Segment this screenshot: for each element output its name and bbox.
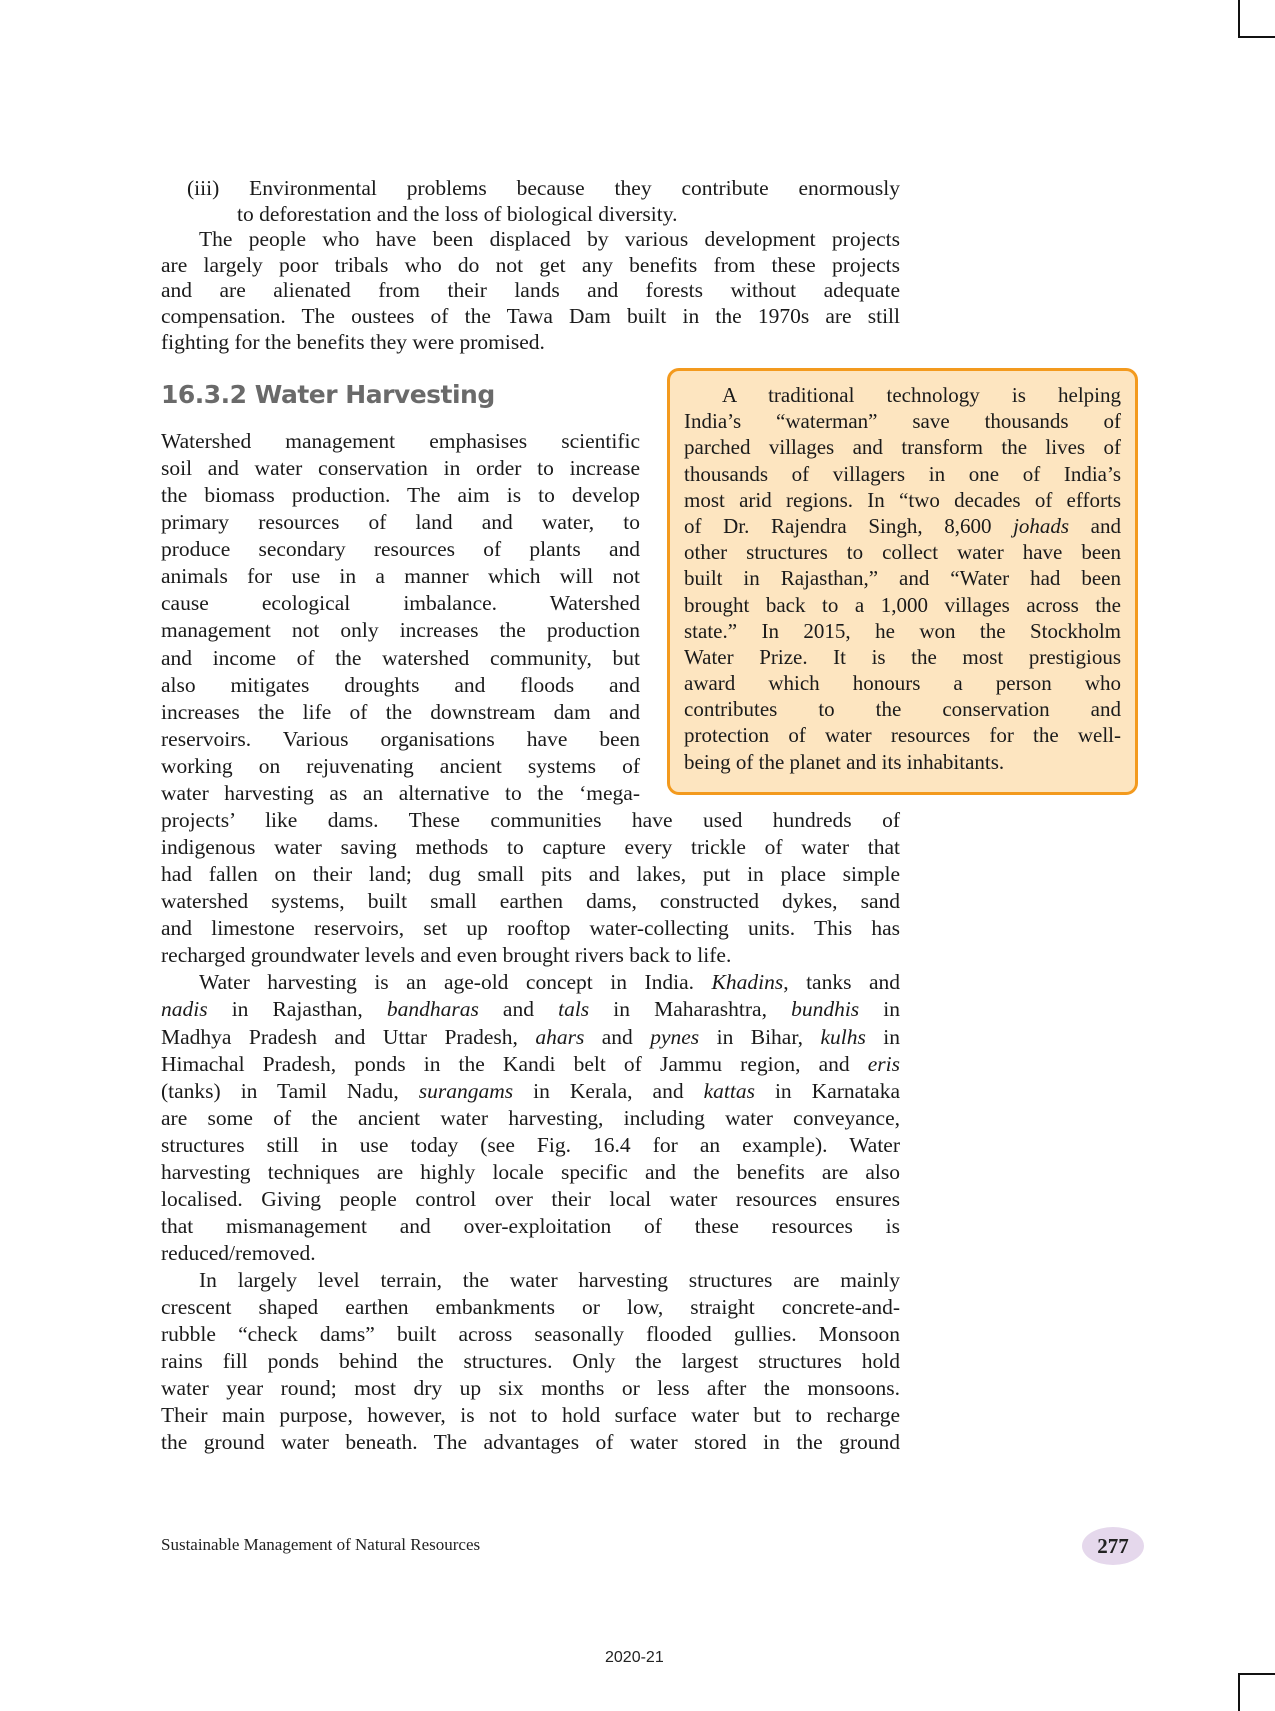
body-text-full-width xyxy=(161,807,900,1457)
text-segment: and income of the watershed community, but xyxy=(161,645,640,670)
text-segment: parched villages and transform the lives of xyxy=(684,435,1121,460)
text-segment: A traditional technology is helping xyxy=(722,383,1121,407)
text-line xyxy=(161,202,900,228)
text-line xyxy=(161,1132,900,1159)
text-line xyxy=(161,1105,900,1132)
text-segment: and xyxy=(478,997,559,1022)
text-segment: localised. Giving people control over their local water resources ensures xyxy=(161,1186,900,1211)
text-line xyxy=(161,176,900,202)
text-line xyxy=(161,888,900,915)
text-line xyxy=(684,618,1121,644)
text-segment: award which honours a person who xyxy=(684,671,1121,696)
italic-term: eris xyxy=(867,1051,900,1076)
text-line xyxy=(161,942,900,969)
text-line xyxy=(161,536,640,563)
text-segment: had fallen on their land; dug small pits and lakes, put in place simple xyxy=(161,862,900,887)
text-segment: In largely level terrain, the water harvesting structures are mainly xyxy=(199,1268,900,1293)
running-footer-title: Sustainable Management of Natural Resources xyxy=(161,1535,481,1554)
text-segment: rubble “check dams” built across seasonally flooded gullies. Monsoon xyxy=(161,1322,900,1347)
text-segment: rains fill ponds behind the structures. Only the largest structures hold xyxy=(161,1349,900,1374)
text-segment: Water Prize. It is the most prestigious xyxy=(684,644,1121,669)
text-segment: and limestone reservoirs, set up rooftop water-collecting units. This has xyxy=(161,916,900,941)
text-line xyxy=(161,1375,900,1402)
intro-text xyxy=(161,176,900,355)
text-segment: built in Rajasthan,” and “Water had been xyxy=(684,566,1121,591)
text-segment: , tanks and xyxy=(783,970,900,995)
text-segment: reduced/removed. xyxy=(161,1241,316,1265)
text-segment: management not only increases the production xyxy=(161,618,640,643)
text-line xyxy=(684,487,1121,513)
text-segment: in xyxy=(859,997,900,1022)
text-line xyxy=(161,1348,900,1375)
text-segment: in Bihar, xyxy=(699,1024,821,1049)
text-segment: that mismanagement and over-exploitation of these resources is xyxy=(161,1213,900,1238)
text-segment: recharged groundwater levels and even brought rivers back to life. xyxy=(161,943,732,968)
text-line xyxy=(161,253,900,279)
text-segment: to deforestation and the loss of biological diversity. xyxy=(237,201,678,226)
text-segment: also mitigates droughts and floods and xyxy=(161,672,640,697)
text-segment: state.” In 2015, he won the Stockholm xyxy=(684,618,1121,643)
text-line xyxy=(161,1429,900,1456)
text-segment: harvesting techniques are highly locale specific and the benefits are also xyxy=(161,1159,900,1184)
text-line xyxy=(161,780,640,807)
text-segment: soil and water conservation in order to increase xyxy=(161,456,640,481)
text-line xyxy=(684,382,1121,408)
text-line xyxy=(161,304,900,330)
text-segment: animals for use in a manner which will not xyxy=(161,564,640,589)
text-segment: in Rajasthan, xyxy=(207,997,387,1022)
page-number-badge xyxy=(1082,1527,1144,1565)
text-line xyxy=(161,699,640,726)
text-segment: projects’ like dams. These communities have used hundreds of xyxy=(161,808,900,832)
text-segment: brought back to a 1,000 villages across the xyxy=(684,592,1121,617)
text-segment: Madhya Pradesh and Uttar Pradesh, xyxy=(161,1024,536,1049)
text-segment: and xyxy=(584,1024,651,1049)
text-segment: primary resources of land and water, to xyxy=(161,510,640,535)
text-segment: and xyxy=(1069,513,1121,538)
text-line xyxy=(684,434,1121,460)
text-line xyxy=(684,565,1121,591)
text-segment: in Karnataka xyxy=(754,1078,900,1103)
text-segment: cause ecological imbalance. Watershed xyxy=(161,591,640,616)
text-line xyxy=(161,834,900,861)
crop-mark-bottom xyxy=(1238,1673,1275,1711)
page-number: 277 xyxy=(1097,1533,1129,1558)
text-segment: of Dr. Rajendra Singh, 8,600 xyxy=(684,513,1014,538)
text-line xyxy=(161,1294,900,1321)
text-segment: in xyxy=(865,1024,901,1049)
italic-term: nadis xyxy=(161,997,208,1022)
text-line xyxy=(161,753,640,780)
italic-term: bundhis xyxy=(791,997,860,1022)
text-line xyxy=(161,1078,900,1105)
text-line xyxy=(684,644,1121,670)
text-line xyxy=(161,330,900,356)
text-line xyxy=(161,915,900,942)
text-segment: (iii) Environmental problems because they contribute enormously xyxy=(187,176,900,200)
text-line xyxy=(161,1213,900,1240)
text-line xyxy=(161,1186,900,1213)
crop-mark-top xyxy=(1238,0,1275,38)
text-segment: contributes to the conservation and xyxy=(684,697,1121,722)
text-line xyxy=(161,227,900,253)
text-segment: India’s “waterman” save thousands of xyxy=(684,409,1121,434)
text-line xyxy=(161,807,900,834)
text-segment: are largely poor tribals who do not get any benefits from these projects xyxy=(161,252,900,277)
text-line xyxy=(161,1402,900,1429)
text-line xyxy=(161,1321,900,1348)
text-segment: water harvesting as an alternative to the ‘mega- xyxy=(161,780,640,805)
text-line xyxy=(161,726,640,753)
italic-term: tals xyxy=(558,997,590,1022)
text-segment: Watershed management emphasises scientific xyxy=(161,429,640,453)
text-segment: watershed systems, built small earthen dams, constructed dykes, sand xyxy=(161,889,900,914)
text-line xyxy=(161,672,640,699)
italic-term: kattas xyxy=(703,1078,755,1103)
text-segment: structures still in use today (see Fig. 16.4 for an example). Water xyxy=(161,1132,900,1157)
text-segment: and are alienated from their lands and forests without adequate xyxy=(161,278,900,303)
text-segment: in Kerala, and xyxy=(513,1078,704,1103)
text-line xyxy=(161,509,640,536)
text-line xyxy=(684,592,1121,618)
text-line xyxy=(161,1159,900,1186)
text-line xyxy=(684,722,1121,748)
section-heading: 16.3.2 Water Harvesting xyxy=(161,380,495,409)
text-line xyxy=(161,563,640,590)
text-line xyxy=(684,670,1121,696)
text-line xyxy=(161,1051,900,1078)
text-line xyxy=(161,1267,900,1294)
italic-term: Khadins xyxy=(711,970,784,995)
edition-year: 2020-21 xyxy=(605,1649,664,1666)
text-segment: being of the planet and its inhabitants. xyxy=(684,749,1005,774)
text-segment: in Maharashtra, xyxy=(589,997,792,1022)
text-segment: working on rejuvenating ancient systems of xyxy=(161,753,640,778)
text-line xyxy=(684,513,1121,539)
text-line xyxy=(161,969,900,996)
text-line xyxy=(161,996,900,1023)
text-segment: crescent shaped earthen embankments or low, straight concrete-and- xyxy=(161,1295,900,1320)
text-segment: are some of the ancient water harvesting, including water conveyance, xyxy=(161,1105,900,1130)
text-segment: Their main purpose, however, is not to hold surface water but to recharge xyxy=(161,1403,900,1428)
text-line xyxy=(161,861,900,888)
text-segment: protection of water resources for the well- xyxy=(684,723,1121,748)
text-line xyxy=(684,749,1121,775)
text-line xyxy=(684,696,1121,722)
text-segment: The people who have been displaced by various development projects xyxy=(199,227,900,252)
text-line xyxy=(684,461,1121,487)
body-text-left-column xyxy=(161,428,640,807)
italic-term: ahars xyxy=(535,1024,585,1049)
text-segment: the ground water beneath. The advantages of water stored in the ground xyxy=(161,1430,900,1455)
text-line xyxy=(684,408,1121,434)
text-line xyxy=(161,455,640,482)
text-line xyxy=(161,428,640,455)
text-line xyxy=(161,1240,900,1267)
text-line xyxy=(161,278,900,304)
text-segment: (tanks) in Tamil Nadu, xyxy=(161,1078,419,1103)
text-line xyxy=(684,539,1121,565)
text-line xyxy=(161,1024,900,1051)
text-segment: fighting for the benefits they were promised. xyxy=(161,329,545,354)
text-segment: compensation. The oustees of the Tawa Dam built in the 1970s are still xyxy=(161,303,900,328)
text-segment: thousands of villagers in one of India’s xyxy=(684,461,1121,486)
text-segment: most arid regions. In “two decades of efforts xyxy=(684,487,1121,512)
text-segment: Himachal Pradesh, ponds in the Kandi belt of Jammu region, and xyxy=(161,1051,868,1076)
italic-term: johads xyxy=(1013,513,1070,538)
text-segment: produce secondary resources of plants and xyxy=(161,537,640,562)
text-line xyxy=(161,617,640,644)
text-segment: Water harvesting is an age-old concept in India. xyxy=(199,970,712,995)
text-line xyxy=(161,482,640,509)
text-segment: indigenous water saving methods to capture every trickle of water that xyxy=(161,835,900,860)
italic-term: bandharas xyxy=(386,997,479,1022)
text-line xyxy=(161,645,640,672)
italic-term: pynes xyxy=(650,1024,700,1049)
text-segment: water year round; most dry up six months or less after the monsoons. xyxy=(161,1376,900,1401)
italic-term: surangams xyxy=(418,1078,514,1103)
text-line xyxy=(161,590,640,617)
italic-term: kulhs xyxy=(820,1024,866,1049)
text-segment: the biomass production. The aim is to develop xyxy=(161,483,640,508)
text-segment: reservoirs. Various organisations have been xyxy=(161,726,640,751)
text-segment: other structures to collect water have been xyxy=(684,540,1121,565)
text-segment: increases the life of the downstream dam and xyxy=(161,699,640,724)
info-box-text xyxy=(684,382,1121,775)
